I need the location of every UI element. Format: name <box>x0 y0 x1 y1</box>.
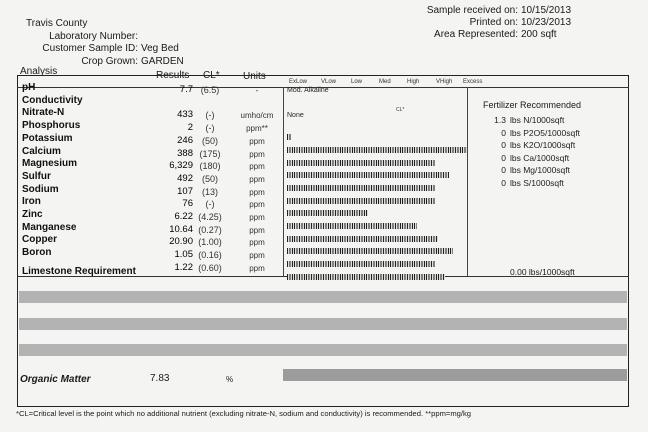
analysis-name: Magnesium <box>22 158 78 170</box>
fertilizer-unit: lbs S/1000sqft <box>510 178 564 188</box>
units-header: Units <box>243 71 266 82</box>
result-value: 433 <box>177 109 193 121</box>
organic-matter-band <box>283 369 627 381</box>
results-header: Results <box>156 70 190 81</box>
fertilizer-title: Fertilizer Recommended <box>483 100 582 110</box>
level-bar <box>287 261 435 267</box>
fertilizer-item <box>490 178 564 188</box>
fertilizer-item <box>490 115 564 125</box>
unit-label: ppm <box>249 200 265 210</box>
fertilizer-unit: lbs P2O5/1000sqft <box>510 127 580 138</box>
result-value: 76 <box>182 198 193 210</box>
analysis-name: Manganese <box>22 221 77 233</box>
critical-level: (-) <box>205 110 215 121</box>
critical-level: (1.00) <box>198 237 222 248</box>
received-date: 10/15/2013 <box>521 5 572 16</box>
critical-level: (-) <box>205 199 215 210</box>
critical-level: (4.25) <box>198 212 222 222</box>
result-value: 20.90 <box>169 236 193 248</box>
interpretation-note: None <box>287 112 304 120</box>
result-value: 107 <box>177 185 193 197</box>
fertilizer-item <box>490 140 575 150</box>
critical-level: (180) <box>199 161 221 172</box>
area-value: 200 sqft <box>521 29 557 40</box>
critical-level: (-) <box>205 123 215 134</box>
shaded-band <box>19 318 627 330</box>
level-bar <box>287 134 291 140</box>
crop-value: GARDEN <box>141 56 184 67</box>
fertilizer-unit: lbs Ca/1000sqft <box>510 152 570 163</box>
analysis-name: Copper <box>22 234 57 246</box>
fertilizer-unit: lbs N/1000sqft <box>510 115 565 125</box>
sample-id-label: Customer Sample ID: <box>42 43 138 54</box>
sample-id-value: Veg Bed <box>141 43 179 54</box>
level-bar <box>287 198 435 204</box>
analysis-name: Conductivity <box>22 94 83 106</box>
unit-label: ppm <box>249 251 265 261</box>
critical-level: (175) <box>199 148 221 159</box>
lab-number-label: Laboratory Number: <box>49 31 138 42</box>
unit-label: umho/cm <box>240 111 274 121</box>
analysis-name: Iron <box>22 196 41 208</box>
unit-label: ppm <box>249 136 265 146</box>
scale-med: Med <box>379 79 391 85</box>
unit-label: ppm <box>249 225 265 235</box>
interpretation-note: Mod. Alkaline <box>287 87 329 94</box>
level-bar <box>287 160 435 166</box>
scale-excess: Excess <box>463 79 483 85</box>
critical-level: (50) <box>201 135 218 146</box>
analysis-name: Limestone Requirement <box>22 266 136 277</box>
result-value: 388 <box>177 147 193 159</box>
unit-label: - <box>255 86 259 95</box>
result-value: 6,329 <box>169 160 193 172</box>
result-value: 492 <box>177 172 193 184</box>
analysis-name: Boron <box>22 247 52 259</box>
fertilizer-amount: 0 <box>501 152 506 163</box>
unit-label: ppm** <box>246 124 268 134</box>
organic-matter-label: Organic Matter <box>20 374 91 385</box>
fertilizer-unit: lbs K2O/1000sqft <box>510 140 576 151</box>
fertilizer-item <box>490 153 569 163</box>
area-label: Area Represented: <box>434 29 518 40</box>
level-bar <box>287 185 435 191</box>
fertilizer-amount: 1.3 <box>494 115 506 125</box>
unit-label: ppm <box>249 149 265 159</box>
cl-marker: CL* <box>396 107 405 113</box>
county-name: Travis County <box>26 18 88 29</box>
scale-vlow: VLow <box>321 79 337 85</box>
unit-label: ppm <box>249 263 265 273</box>
analysis-name: Sulfur <box>22 170 51 182</box>
critical-level: (0.60) <box>198 262 222 273</box>
printed-date: 10/23/2013 <box>521 17 572 28</box>
result-value: 6.22 <box>174 211 193 222</box>
critical-level: (0.27) <box>198 224 222 235</box>
cl-header: CL* <box>203 70 220 81</box>
level-bar <box>287 210 368 216</box>
unit-label: ppm <box>249 187 265 197</box>
fertilizer-unit: lbs Mg/1000sqft <box>510 165 571 176</box>
result-value: 246 <box>177 134 193 146</box>
level-bar <box>287 223 417 229</box>
level-bar <box>287 236 438 242</box>
fertilizer-item <box>490 128 580 138</box>
level-bar <box>287 274 445 280</box>
critical-level: (6.5) <box>200 85 220 95</box>
critical-level: (50) <box>201 173 218 184</box>
shaded-band <box>19 291 627 303</box>
level-bar <box>287 248 453 254</box>
fertilizer-amount: 0 <box>501 165 506 176</box>
analysis-name: Calcium <box>22 145 61 157</box>
analysis-name: pH <box>22 82 36 93</box>
received-label: Sample received on: <box>426 5 518 16</box>
fertilizer-item <box>490 165 570 175</box>
limestone-value: 0.00 lbs/1000sqft <box>510 267 575 277</box>
analysis-header: Analysis <box>20 66 58 77</box>
analysis-name: Sodium <box>22 183 59 195</box>
organic-matter-unit: % <box>226 375 234 384</box>
result-value: 2 <box>187 122 193 134</box>
unit-label: ppm <box>249 213 265 222</box>
unit-label: ppm <box>249 162 265 172</box>
result-value: 1.22 <box>174 261 193 273</box>
column-divider-right <box>467 87 468 276</box>
scale-low: Low <box>351 79 363 85</box>
crop-label: Crop Grown: <box>81 56 138 67</box>
printed-label: Printed on: <box>469 17 518 28</box>
level-bar <box>287 172 449 178</box>
analysis-name: Zinc <box>22 209 43 220</box>
fertilizer-amount: 0 <box>501 127 506 138</box>
scale-high: High <box>407 79 420 85</box>
fertilizer-amount: 0 <box>501 178 506 188</box>
analysis-name: Nitrate-N <box>22 107 65 119</box>
critical-level: (13) <box>201 186 218 197</box>
level-bar <box>287 147 467 153</box>
unit-label: ppm <box>249 238 265 248</box>
result-value: 1.05 <box>174 249 193 261</box>
organic-matter-value: 7.83 <box>150 373 170 384</box>
scale-exlow: ExLow <box>289 79 308 85</box>
shaded-band <box>19 344 627 356</box>
result-value: 7.7 <box>179 84 193 95</box>
critical-level: (0.16) <box>198 250 222 261</box>
scale-vhigh: VHigh <box>436 79 453 85</box>
footnote: *CL=Critical level is the point which no additional nutrient (excluding nitrate-N, sodium and conductivity) is recommended. **ppm=mg/kg <box>16 409 472 418</box>
analysis-name: Potassium <box>22 132 73 144</box>
analysis-name: Phosphorus <box>22 120 81 132</box>
result-value: 10.64 <box>169 223 193 235</box>
fertilizer-amount: 0 <box>501 140 506 151</box>
unit-label: ppm <box>249 174 265 184</box>
